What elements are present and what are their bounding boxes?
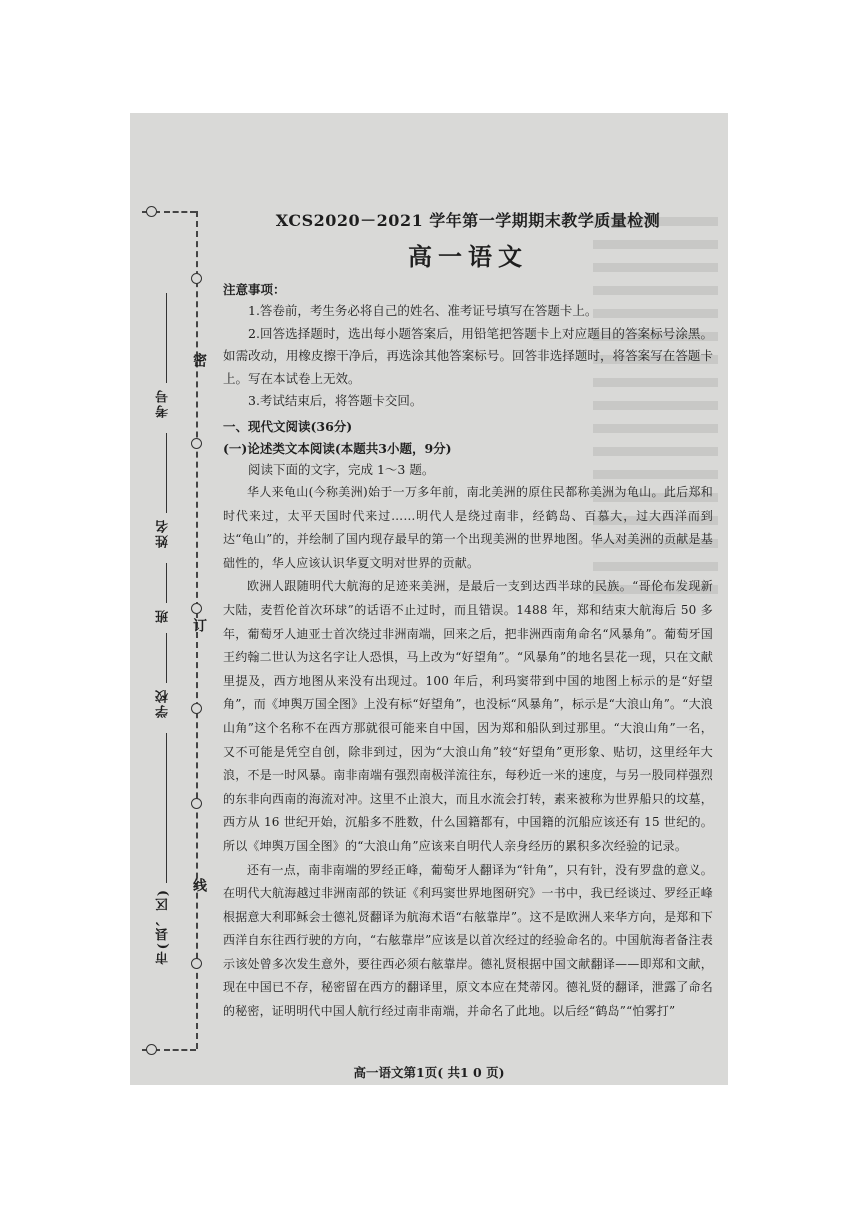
passage-paragraph: 欧洲人跟随明代大航海的足迹来美洲，是最后一支到达西半球的民族。“哥伦布发现新大陆，麦哲伦首次环球”的话语不止过时，而且错误。1488 年，郑和结束大航海后 50 多年，葡萄牙人迪亚士首次绕过非洲南端，回来之后，把非洲西南角命名“风暴角”。葡萄牙国王约翰二世认为这名字让人恐惧，马上改为“好望角”。“风暴角”的地名昙花一现，只在文献里提及，西方地图从来没有出现过。100 年后，利玛窦带到中国的地图上标示的是“好望角”，而《坤舆万国全图》上没有标“好望角”，也没标“风暴角”，标示是“大浪山角”。“大浪山角”这个名称不在西方那就很可能来自中国，因为郑和船队到过那里。“大浪山角”一名，又不可能是凭空自创，除非到过，因为“大浪山角”较“好望角”更形象、贴切，这里经年大浪，不是一时风暴。南非南端有强烈南极洋流往东，每秒近一米的速度，与另一股同样强烈的东非向西南的海流对冲。这里不止浪大，而且水流会打转，素来被称为世界船只的坟墓，西方从 16 世纪开始，沉船多不胜数，什么国籍都有，中国籍的沉船应该还有 15 世纪的。所以《坤舆万国全图》的“大浪山角”应该来自明代人亲身经历的累积多次经验的记录。 [223, 579, 713, 853]
passage-paragraph: 华人来龟山(今称美洲)始于一万多年前，南北美洲的原住民都称美洲为龟山。此后郑和时代来过，太平天国时代来过……明代人是绕过南非，经鹤岛、百慕大，过大西洋而到达“龟山”的，并绘制了国内现存最早的第一个出现美洲的世界地图。华人对美洲的贡献是基础性的，华人应该认识华夏文明对世界的贡献。 [223, 485, 713, 570]
seal-char-mi: 密 [191, 353, 207, 367]
gutter-circle [191, 603, 202, 614]
reading-instruction: 阅读下面的文字，完成 1～3 题。 [248, 461, 435, 477]
notice-heading: 注意事项： [223, 282, 286, 297]
notice-item: 2.回答选择题时，选出每小题答案后，用铅笔把答题卡上对应题目的答案标号涂黑。如需改动，用橡皮擦干净后，再选涂其他答案标号。回答非选择题时，将答案写在答题卡上。写在本试卷上无效。 [223, 325, 713, 386]
blank-line-school [166, 633, 167, 683]
label-school: 学校 [156, 688, 171, 718]
exam-paper [130, 113, 728, 1085]
label-city-county: 市(县、区) [156, 888, 171, 965]
seal-char-xian: 线 [191, 878, 207, 892]
section-heading: 一、现代文阅读(36分) [223, 418, 353, 434]
blank-line-class [166, 563, 167, 603]
gutter-circle [191, 703, 202, 714]
blank-line-city [166, 733, 167, 883]
gutter-dash-top [164, 211, 196, 213]
page-content [223, 208, 713, 1024]
gutter-circle [191, 273, 202, 284]
seal-char-ding: 订 [191, 618, 207, 632]
blank-line-name [166, 433, 167, 513]
subsection-heading: (一)论述类文本阅读(本题共3小题，9分) [223, 440, 452, 456]
gutter-circle [191, 958, 202, 969]
notice-item: 3.考试结束后，将答题卡交回。 [248, 393, 423, 408]
page-footer: 高一语文第1页( 共1 0 页) [353, 1065, 505, 1080]
gutter-circle [191, 798, 202, 809]
label-name: 姓名 [156, 518, 171, 548]
label-exam-number: 考号 [156, 388, 171, 418]
gutter-circle-bottom-left [146, 1044, 157, 1055]
blank-line-exam-number [166, 293, 167, 383]
gutter-circle [191, 438, 202, 449]
gutter-circle-top-left [146, 206, 157, 217]
label-class: 班 [156, 608, 171, 623]
passage-paragraph: 还有一点，南非南端的罗经正峰，葡萄牙人翻译为“针角”，只有针，没有罗盘的意义。在明代大航海越过非洲南部的铁证《利玛窦世界地图研究》一书中，我已经谈过、罗经正峰根据意大利耶稣会士德礼贤翻译为航海术语“右舷靠岸”。这不是欧洲人来华方向，是郑和下西洋自东往西行驶的方向，“右舷靠岸”应该是以首次经过的经验命名的。中国航海者备注表示该处曾多次发生意外，要往西必须右舷靠岸。德礼贤根据中国文献翻译——即郑和文献，现在中国已不存，秘密留在西方的翻译里，原文本应在梵蒂冈。德礼贤的翻译，泄露了命名的秘密，证明明代中国人航行经过南非南端，并命名了此地。以后经“鹤岛”“怕雾打” [223, 862, 713, 1019]
gutter-dash-bottom [164, 1049, 196, 1051]
notice-item: 1.答卷前，考生务必将自己的姓名、准考证号填写在答题卡上。 [248, 303, 598, 318]
binding-gutter [142, 113, 217, 1085]
exam-title: XCS2020－2021 学年第一学期期末教学质量检测 [275, 211, 661, 230]
subject-title: 高一语文 [408, 242, 528, 271]
